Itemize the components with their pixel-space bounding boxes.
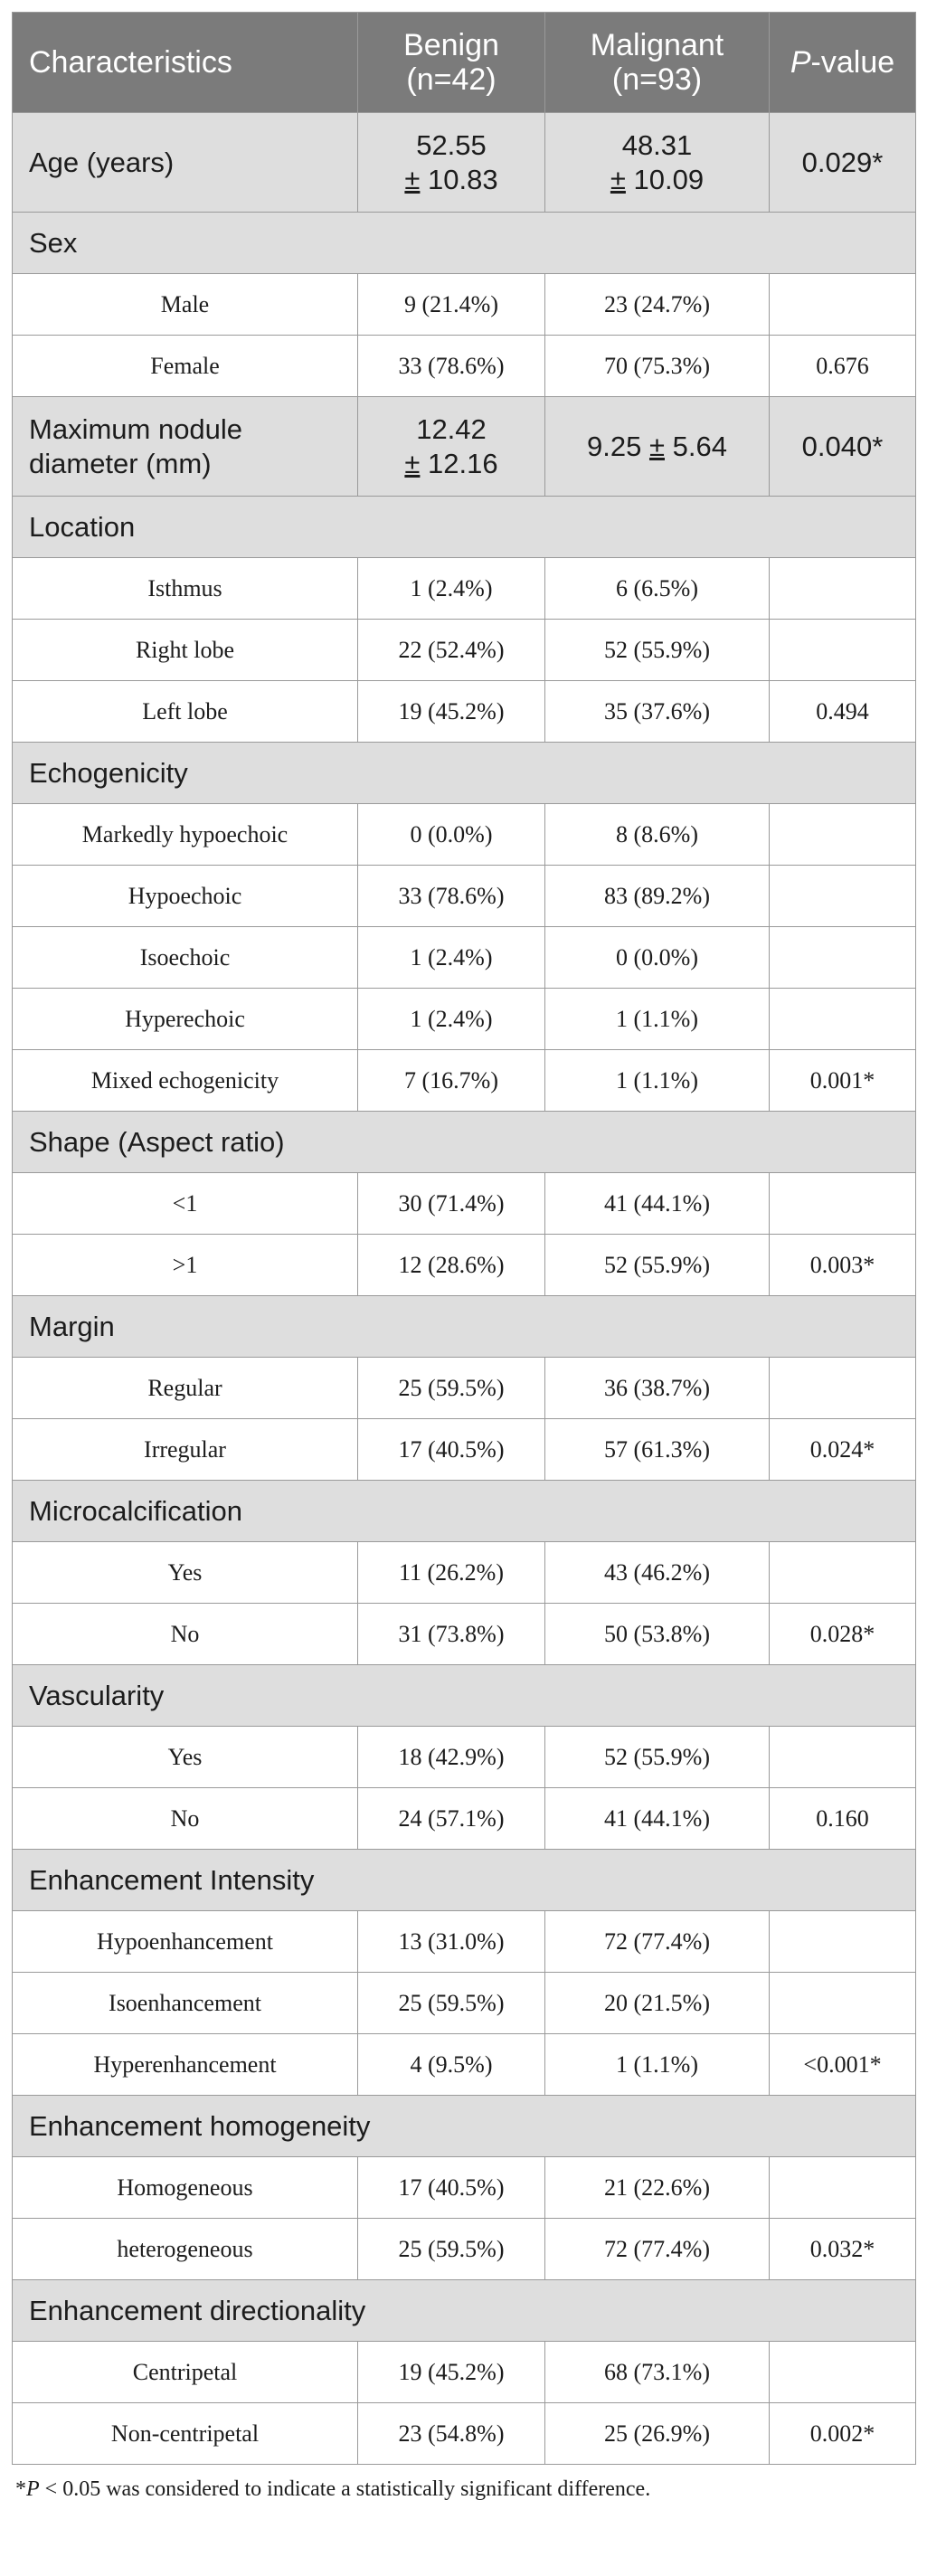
table-row: [13, 1542, 916, 1604]
microcalcification-name-cell: No: [13, 1604, 358, 1665]
age-benign-pm: ±: [404, 163, 421, 195]
intensity-p-cell: [770, 1911, 916, 1973]
shape-p-cell: [770, 1173, 916, 1235]
echogenicity-malignant-cell: 83 (89.2%): [545, 866, 770, 927]
section-echogenicity-label: Echogenicity: [13, 743, 916, 804]
sex-male-malignant: 23 (24.7%): [545, 274, 770, 336]
diameter-benign-sd: 12.16: [428, 447, 498, 479]
location-name-cell: Isthmus: [13, 558, 358, 620]
vascularity-name-cell: No: [13, 1788, 358, 1850]
homogeneity-p-cell: 0.032*: [770, 2219, 916, 2280]
sex-male-p: [770, 274, 916, 336]
margin-name-cell: Regular: [13, 1358, 358, 1419]
echogenicity-malignant-cell: 8 (8.6%): [545, 804, 770, 866]
section-directionality: [13, 2280, 916, 2342]
vascularity-malignant-cell: 41 (44.1%): [545, 1788, 770, 1850]
echogenicity-benign-cell: 1 (2.4%): [358, 989, 545, 1050]
section-shape: [13, 1112, 916, 1173]
table-row: [13, 274, 916, 336]
diameter-malignant-sd: 5.64: [672, 430, 727, 462]
intensity-p-cell: <0.001*: [770, 2034, 916, 2096]
shape-benign-cell: 12 (28.6%): [358, 1235, 545, 1296]
directionality-p-cell: 0.002*: [770, 2403, 916, 2465]
sex-female-malignant: 70 (75.3%): [545, 336, 770, 397]
echogenicity-name-cell: Isoechoic: [13, 927, 358, 989]
directionality-benign-cell: 23 (54.8%): [358, 2403, 545, 2465]
intensity-p-cell: [770, 1973, 916, 2034]
directionality-p-cell: [770, 2342, 916, 2403]
footnote-star: *: [15, 2477, 26, 2501]
echogenicity-p-cell: [770, 927, 916, 989]
echogenicity-malignant-cell: 1 (1.1%): [545, 989, 770, 1050]
section-echogenicity: [13, 743, 916, 804]
diameter-label: [13, 397, 358, 497]
intensity-malignant-cell: 1 (1.1%): [545, 2034, 770, 2096]
intensity-benign-cell: 4 (9.5%): [358, 2034, 545, 2096]
margin-p-cell: 0.024*: [770, 1419, 916, 1481]
age-p-value: 0.029*: [770, 113, 916, 213]
intensity-name-cell: Hypoenhancement: [13, 1911, 358, 1973]
microcalcification-p-cell: [770, 1542, 916, 1604]
directionality-name-cell: Centripetal: [13, 2342, 358, 2403]
characteristics-table: [12, 12, 916, 2465]
section-location-label: Location: [13, 497, 916, 558]
location-name-cell: Left lobe: [13, 681, 358, 743]
header-benign-count: (n=42): [406, 62, 497, 97]
diameter-benign-mean: 12.42: [416, 412, 487, 445]
directionality-name-cell: Non-centripetal: [13, 2403, 358, 2465]
table-row: [13, 927, 916, 989]
sex-female-benign: 33 (78.6%): [358, 336, 545, 397]
margin-name-cell: Irregular: [13, 1419, 358, 1481]
margin-malignant-cell: 57 (61.3%): [545, 1419, 770, 1481]
shape-name-cell: >1: [13, 1235, 358, 1296]
header-characteristics: Characteristics: [13, 13, 358, 113]
homogeneity-benign-cell: 17 (40.5%): [358, 2157, 545, 2219]
homogeneity-p-cell: [770, 2157, 916, 2219]
echogenicity-name-cell: Mixed echogenicity: [13, 1050, 358, 1112]
sex-female-p: 0.676: [770, 336, 916, 397]
sex-male-label: Male: [13, 274, 358, 336]
header-malignant: [545, 13, 770, 113]
table-footnote: [12, 2477, 915, 2502]
echogenicity-benign-cell: 7 (16.7%): [358, 1050, 545, 1112]
location-malignant-cell: 6 (6.5%): [545, 558, 770, 620]
microcalcification-benign-cell: 31 (73.8%): [358, 1604, 545, 1665]
header-p-value: [770, 13, 916, 113]
section-homogeneity: [13, 2096, 916, 2157]
homogeneity-name-cell: Homogeneous: [13, 2157, 358, 2219]
homogeneity-malignant-cell: 21 (22.6%): [545, 2157, 770, 2219]
location-p-cell: [770, 558, 916, 620]
echogenicity-name-cell: Markedly hypoechoic: [13, 804, 358, 866]
intensity-name-cell: Isoenhancement: [13, 1973, 358, 2034]
table-row: [13, 866, 916, 927]
microcalcification-p-cell: 0.028*: [770, 1604, 916, 1665]
footnote-p: P: [26, 2477, 40, 2501]
diameter-p-value: 0.040*: [770, 397, 916, 497]
section-sex: [13, 213, 916, 274]
vascularity-benign-cell: 18 (42.9%): [358, 1727, 545, 1788]
header-malignant-title: Malignant: [590, 28, 724, 62]
table-row: [13, 1911, 916, 1973]
sex-male-benign: 9 (21.4%): [358, 274, 545, 336]
location-p-cell: 0.494: [770, 681, 916, 743]
table-row: [13, 1727, 916, 1788]
echogenicity-benign-cell: 0 (0.0%): [358, 804, 545, 866]
location-benign-cell: 1 (2.4%): [358, 558, 545, 620]
microcalcification-malignant-cell: 50 (53.8%): [545, 1604, 770, 1665]
section-margin: [13, 1296, 916, 1358]
table-row: [13, 620, 916, 681]
homogeneity-malignant-cell: 72 (77.4%): [545, 2219, 770, 2280]
directionality-benign-cell: 19 (45.2%): [358, 2342, 545, 2403]
shape-p-cell: 0.003*: [770, 1235, 916, 1296]
age-malignant-mean: 48.31: [621, 128, 693, 161]
section-vascularity-label: Vascularity: [13, 1665, 916, 1727]
table-row: [13, 2219, 916, 2280]
echogenicity-name-cell: Hypoechoic: [13, 866, 358, 927]
vascularity-malignant-cell: 52 (55.9%): [545, 1727, 770, 1788]
intensity-benign-cell: 25 (59.5%): [358, 1973, 545, 2034]
table-row: [13, 2157, 916, 2219]
section-vascularity: [13, 1665, 916, 1727]
shape-malignant-cell: 41 (44.1%): [545, 1173, 770, 1235]
location-malignant-cell: 52 (55.9%): [545, 620, 770, 681]
diameter-malignant: [545, 397, 770, 497]
sex-female-label: Female: [13, 336, 358, 397]
directionality-malignant-cell: 25 (26.9%): [545, 2403, 770, 2465]
diameter-benign: [358, 397, 545, 497]
echogenicity-p-cell: [770, 989, 916, 1050]
microcalcification-benign-cell: 11 (26.2%): [358, 1542, 545, 1604]
section-intensity: [13, 1850, 916, 1911]
location-name-cell: Right lobe: [13, 620, 358, 681]
row-age: [13, 113, 916, 213]
echogenicity-p-cell: [770, 866, 916, 927]
table-row: [13, 1235, 916, 1296]
table-row: [13, 2034, 916, 2096]
age-benign-mean: 52.55: [416, 128, 487, 161]
age-malignant-pm: ±: [610, 163, 626, 195]
table-row: [13, 336, 916, 397]
echogenicity-p-cell: [770, 804, 916, 866]
section-microcalcification-label: Microcalcification: [13, 1481, 916, 1542]
margin-benign-cell: 17 (40.5%): [358, 1419, 545, 1481]
section-location: [13, 497, 916, 558]
header-benign-title: Benign: [403, 28, 499, 62]
age-benign-sd: 10.83: [428, 163, 498, 195]
table-row: [13, 1604, 916, 1665]
section-sex-label: Sex: [13, 213, 916, 274]
echogenicity-malignant-cell: 0 (0.0%): [545, 927, 770, 989]
echogenicity-malignant-cell: 1 (1.1%): [545, 1050, 770, 1112]
echogenicity-p-cell: 0.001*: [770, 1050, 916, 1112]
section-shape-label: Shape (Aspect ratio): [13, 1112, 916, 1173]
table-row: [13, 804, 916, 866]
table-row: [13, 1050, 916, 1112]
table-header-row: [13, 13, 916, 113]
table-row: [13, 1358, 916, 1419]
results-table-container: [12, 12, 915, 2502]
microcalcification-name-cell: Yes: [13, 1542, 358, 1604]
intensity-malignant-cell: 20 (21.5%): [545, 1973, 770, 2034]
echogenicity-benign-cell: 33 (78.6%): [358, 866, 545, 927]
diameter-benign-pm: ±: [404, 447, 421, 479]
table-row: [13, 989, 916, 1050]
age-malignant-sd: 10.09: [633, 163, 705, 195]
section-homogeneity-label: Enhancement homogeneity: [13, 2096, 916, 2157]
shape-benign-cell: 30 (71.4%): [358, 1173, 545, 1235]
table-row: [13, 2403, 916, 2465]
table-row: [13, 681, 916, 743]
intensity-benign-cell: 13 (31.0%): [358, 1911, 545, 1973]
table-row: [13, 1788, 916, 1850]
echogenicity-name-cell: Hyperechoic: [13, 989, 358, 1050]
margin-malignant-cell: 36 (38.7%): [545, 1358, 770, 1419]
section-margin-label: Margin: [13, 1296, 916, 1358]
shape-name-cell: <1: [13, 1173, 358, 1235]
shape-malignant-cell: 52 (55.9%): [545, 1235, 770, 1296]
margin-p-cell: [770, 1358, 916, 1419]
section-microcalcification: [13, 1481, 916, 1542]
section-intensity-label: Enhancement Intensity: [13, 1850, 916, 1911]
vascularity-name-cell: Yes: [13, 1727, 358, 1788]
homogeneity-name-cell: heterogeneous: [13, 2219, 358, 2280]
location-p-cell: [770, 620, 916, 681]
table-row: [13, 1173, 916, 1235]
intensity-name-cell: Hyperenhancement: [13, 2034, 358, 2096]
diameter-label-line2: diameter (mm): [29, 447, 212, 479]
table-row: [13, 1973, 916, 2034]
section-directionality-label: Enhancement directionality: [13, 2280, 916, 2342]
location-benign-cell: 22 (52.4%): [358, 620, 545, 681]
intensity-malignant-cell: 72 (77.4%): [545, 1911, 770, 1973]
header-p-rest: -value: [810, 45, 895, 80]
header-benign: [358, 13, 545, 113]
header-malignant-count: (n=93): [611, 62, 703, 97]
table-row: [13, 558, 916, 620]
vascularity-p-cell: [770, 1727, 916, 1788]
diameter-label-line1: Maximum nodule: [29, 412, 243, 445]
vascularity-p-cell: 0.160: [770, 1788, 916, 1850]
diameter-malignant-pm: ±: [648, 430, 665, 462]
footnote-text: < 0.05 was considered to indicate a statistically significant difference.: [39, 2477, 651, 2501]
location-benign-cell: 19 (45.2%): [358, 681, 545, 743]
table-row: [13, 1419, 916, 1481]
microcalcification-malignant-cell: 43 (46.2%): [545, 1542, 770, 1604]
age-benign: [358, 113, 545, 213]
age-malignant: [545, 113, 770, 213]
margin-benign-cell: 25 (59.5%): [358, 1358, 545, 1419]
homogeneity-benign-cell: 25 (59.5%): [358, 2219, 545, 2280]
location-malignant-cell: 35 (37.6%): [545, 681, 770, 743]
table-row: [13, 2342, 916, 2403]
header-p-italic: P: [790, 45, 811, 80]
diameter-malignant-mean: 9.25: [587, 430, 642, 462]
directionality-malignant-cell: 68 (73.1%): [545, 2342, 770, 2403]
echogenicity-benign-cell: 1 (2.4%): [358, 927, 545, 989]
vascularity-benign-cell: 24 (57.1%): [358, 1788, 545, 1850]
row-diameter: [13, 397, 916, 497]
age-label: Age (years): [13, 113, 358, 213]
